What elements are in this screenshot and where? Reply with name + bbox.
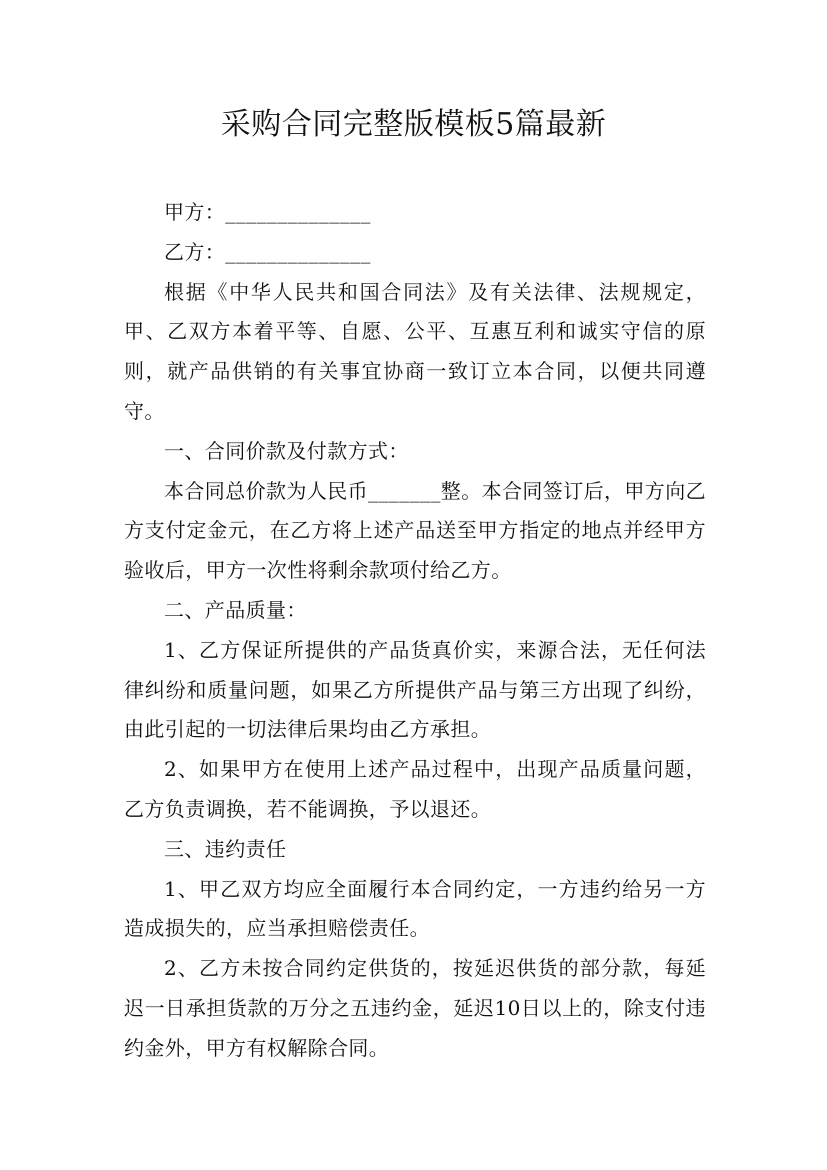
- preamble-paragraph: 根据《中华人民共和国合同法》及有关法律、法规规定，甲、乙双方本着平等、自愿、公平、互惠互利和诚实守信的原则，就产品供销的有关事宜协商一致订立本合同，以便共同遵守。: [124, 279, 706, 423]
- section-heading-breach: 三、违约责任: [164, 836, 287, 861]
- price-paragraph: 本合同总价款为人民币_______整。本合同签订后，甲方向乙方支付定金元，在乙方将上述产品送至甲方指定的地点并经甲方验收后，甲方一次性将剩余款项付给乙方。: [124, 478, 706, 583]
- breach-clause-1: 1、甲乙双方均应全面履行本合同约定，一方违约给另一方造成损失的，应当承担赔偿责任。: [124, 876, 706, 941]
- party-b-line: 乙方：______________: [164, 239, 371, 264]
- quality-clause-1: 1、乙方保证所提供的产品货真价实，来源合法，无任何法律纠纷和质量问题，如果乙方所提供产品与第三方出现了纠纷，由此引起的一切法律后果均由乙方承担。: [124, 637, 706, 742]
- quality-clause-2: 2、如果甲方在使用上述产品过程中，出现产品质量问题，乙方负责调换，若不能调换，予以退还。: [124, 757, 706, 821]
- section-heading-price: 一、合同价款及付款方式：: [164, 438, 409, 463]
- breach-clause-2: 2、乙方未按合同约定供货的，按延迟供货的部分款，每延迟一日承担货款的万分之五违约金，延迟10日以上的，除支付违约金外，甲方有权解除合同。: [124, 956, 706, 1060]
- document-title: 采购合同完整版模板5篇最新: [220, 107, 607, 142]
- section-heading-quality: 二、产品质量：: [164, 597, 307, 622]
- party-a-line: 甲方：______________: [164, 200, 371, 224]
- document-body: [124, 193, 706, 1069]
